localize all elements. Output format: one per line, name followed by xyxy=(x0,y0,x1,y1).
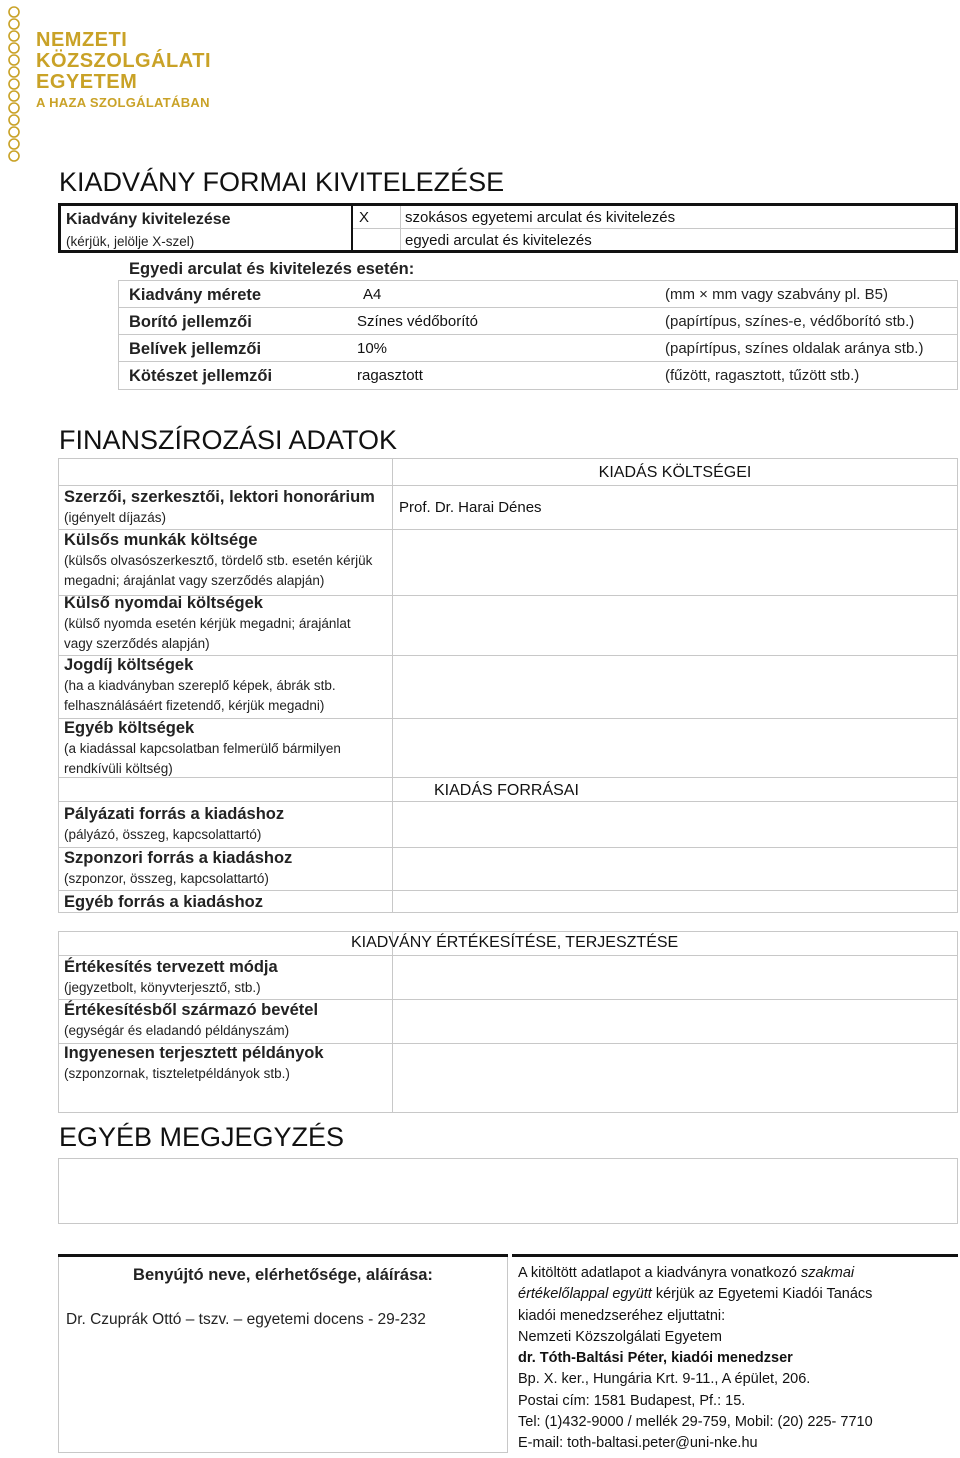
ertek-header: KIADVÁNY ÉRTÉKESÍTÉSE, TERJESZTÉSE xyxy=(351,934,679,951)
row-label-borito: Borító jellemzői xyxy=(129,313,252,331)
section-title-formai: KIADVÁNY FORMAI KIVITELEZÉSE xyxy=(59,167,505,197)
forras-header: KIADÁS FORRÁSAI xyxy=(434,782,579,799)
source-desc-palyazati: (pályázó, összeg, kapcsolattartó) xyxy=(64,827,262,842)
sales-desc-ingyenes: (szponzornak, tiszteletpéldányok stb.) xyxy=(64,1066,290,1081)
logo-line-1: NEMZETI xyxy=(36,29,128,51)
megjegyzes-field[interactable] xyxy=(58,1158,958,1224)
row-hint-belivek: (papírtípus, színes oldalak aránya stb.) xyxy=(665,340,924,357)
info-text: A kitöltött adatlapot a kiadványra vonatkozó xyxy=(518,1265,801,1281)
benyujto-field[interactable]: Dr. Czuprák Ottó – tszv. – egyetemi docens - 29-232 xyxy=(66,1311,426,1328)
info-postal: Postai cím: 1581 Budapest, Pf.: 15. xyxy=(518,1392,746,1409)
kivitelezes-box xyxy=(58,203,958,253)
option1-checkbox[interactable] xyxy=(353,206,400,229)
benyujto-box xyxy=(58,1257,508,1453)
cost-item xyxy=(64,531,384,590)
honorarium-field[interactable]: Prof. Dr. Harai Dénes xyxy=(399,499,542,516)
divider xyxy=(59,847,957,848)
logo-motto: A HAZA SZOLGÁLATÁBAN xyxy=(36,95,210,110)
info-text: kérjük az Egyetemi Kiadói Tanács xyxy=(651,1286,873,1303)
divider xyxy=(59,777,957,778)
section-title-finansz: FINANSZÍROZÁSI ADATOK xyxy=(59,425,398,455)
cost-title-nyomda: Külső nyomdai költségek xyxy=(64,594,263,612)
source-title-palyazati: Pályázati forrás a kiadáshoz xyxy=(64,805,285,823)
cost-item xyxy=(64,719,374,778)
divider xyxy=(59,890,957,891)
option1-mark: X xyxy=(359,209,370,226)
section-title-megjegyzes: EGYÉB MEGJEGYZÉS xyxy=(59,1122,345,1152)
finansz-table xyxy=(58,458,958,913)
logo-line-2: KÖZSZOLGÁLATI xyxy=(36,50,211,72)
info-block xyxy=(518,1263,958,1455)
info-line: Nemzeti Közszolgálati Egyetem xyxy=(518,1328,722,1345)
source-title-egyeb: Egyéb forrás a kiadáshoz xyxy=(64,893,263,911)
source-item xyxy=(64,893,263,912)
egyedi-header: Egyedi arculat és kivitelezés esetén: xyxy=(129,260,415,278)
source-desc-szponzori: (szponzor, összeg, kapcsolattartó) xyxy=(64,871,269,886)
sales-desc-mod: (jegyzetbolt, könyvterjesztő, stb.) xyxy=(64,980,261,995)
sales-desc-bevetel: (egységár és eladandó példányszám) xyxy=(64,1023,290,1038)
divider xyxy=(59,999,957,1000)
source-item xyxy=(64,805,284,845)
option2-checkbox[interactable] xyxy=(353,229,400,250)
cost-title-egyeb: Egyéb költségek xyxy=(64,719,195,737)
cost-title-kulsos: Külsős munkák költsége xyxy=(64,531,258,549)
cost-item xyxy=(64,488,375,528)
divider xyxy=(59,801,957,802)
option2-text: egyedi arculat és kivitelezés xyxy=(405,232,592,249)
divider xyxy=(392,932,393,1112)
koteszet-field[interactable]: ragasztott xyxy=(357,367,423,384)
info-line xyxy=(518,1284,958,1305)
source-item xyxy=(64,849,292,889)
ertekesites-table xyxy=(58,931,958,1113)
divider xyxy=(59,955,957,956)
borito-field[interactable]: Színes védőborító xyxy=(357,313,478,330)
kivitelezes-label: Kiadvány kivitelezése xyxy=(66,211,231,228)
info-line xyxy=(518,1263,958,1284)
cost-desc-jogdij: (ha a kiadványban szereplő képek, ábrák stb. felhasználásáért fizetendő, kérjük megadni) xyxy=(64,678,336,713)
row-label-belivek: Belívek jellemzői xyxy=(129,340,262,358)
row-label-meret: Kiadvány mérete xyxy=(129,286,262,304)
logo-chain-ornament xyxy=(6,4,22,164)
divider xyxy=(400,228,955,229)
manager-name: dr. Tóth-Baltási Péter, kiadói menedzser xyxy=(518,1350,793,1367)
cost-desc-egyeb: (a kiadással kapcsolatban felmerülő bármilyen rendkívüli költség) xyxy=(64,741,341,776)
table-row xyxy=(119,281,957,308)
meret-field[interactable]: A4 xyxy=(363,286,382,303)
sales-title-mod: Értékesítés tervezett módja xyxy=(64,958,278,976)
table-row xyxy=(119,335,957,362)
info-italic: szakmai xyxy=(800,1265,855,1281)
option1-text: szokásos egyetemi arculat és kivitelezés xyxy=(405,209,676,226)
table-row xyxy=(119,308,957,335)
university-logo xyxy=(36,30,211,109)
row-hint-borito: (papírtípus, színes-e, védőborító stb.) xyxy=(665,313,915,330)
cost-item xyxy=(64,656,364,715)
belivek-field[interactable]: 10% xyxy=(357,340,388,357)
egyedi-table xyxy=(118,280,958,390)
top-rule xyxy=(512,1254,958,1257)
divider xyxy=(59,529,957,530)
koltseg-header: KIADÁS KÖLTSÉGEI xyxy=(598,464,752,481)
table-row xyxy=(119,362,957,389)
row-hint-koteszet: (fűzött, ragasztott, tűzött stb.) xyxy=(665,367,860,384)
sales-title-bevetel: Értékesítésből származó bevétel xyxy=(64,1001,319,1019)
benyujto-label: Benyújtó neve, elérhetősége, aláírása: xyxy=(133,1266,433,1284)
cost-desc-kulsos: (külsős olvasószerkesztő, tördelő stb. esetén kérjük megadni; árajánlat vagy szerződés alapján) xyxy=(64,553,373,588)
sales-item xyxy=(64,958,278,998)
divider xyxy=(392,459,393,912)
source-title-szponzori: Szponzori forrás a kiadáshoz xyxy=(64,849,293,867)
cost-title-jogdij: Jogdíj költségek xyxy=(64,656,194,674)
sales-title-ingyenes: Ingyenesen terjesztett példányok xyxy=(64,1044,324,1062)
cost-title-honorarium: Szerzői, szerkesztői, lektori honorárium xyxy=(64,488,375,506)
cost-item xyxy=(64,594,364,653)
sales-item xyxy=(64,1044,324,1084)
logo-line-3: EGYETEM xyxy=(36,71,138,93)
row-label-koteszet: Kötészet jellemzői xyxy=(129,367,273,385)
kivitelezes-hint: (kérjük, jelölje X-szel) xyxy=(66,234,195,249)
info-email[interactable]: E-mail: toth-baltasi.peter@uni-nke.hu xyxy=(518,1435,758,1452)
cost-desc-honorarium: (igényelt díjazás) xyxy=(64,510,167,525)
sales-item xyxy=(64,1001,318,1041)
row-hint-meret: (mm × mm vagy szabvány pl. B5) xyxy=(665,286,888,303)
divider xyxy=(59,485,957,486)
info-italic: értékelőlappal együtt xyxy=(518,1286,652,1303)
info-phone: Tel: (1)432-9000 / mellék 29-759, Mobil: (20) 225- 7710 xyxy=(518,1414,873,1431)
info-address: Bp. X. ker., Hungária Krt. 9-11., A épület, 206. xyxy=(518,1371,811,1388)
cost-desc-nyomda: (külső nyomda esetén kérjük megadni; árajánlat vagy szerződés alapján) xyxy=(64,616,351,651)
info-line: kiadói menedzseréhez eljuttatni: xyxy=(518,1307,726,1324)
